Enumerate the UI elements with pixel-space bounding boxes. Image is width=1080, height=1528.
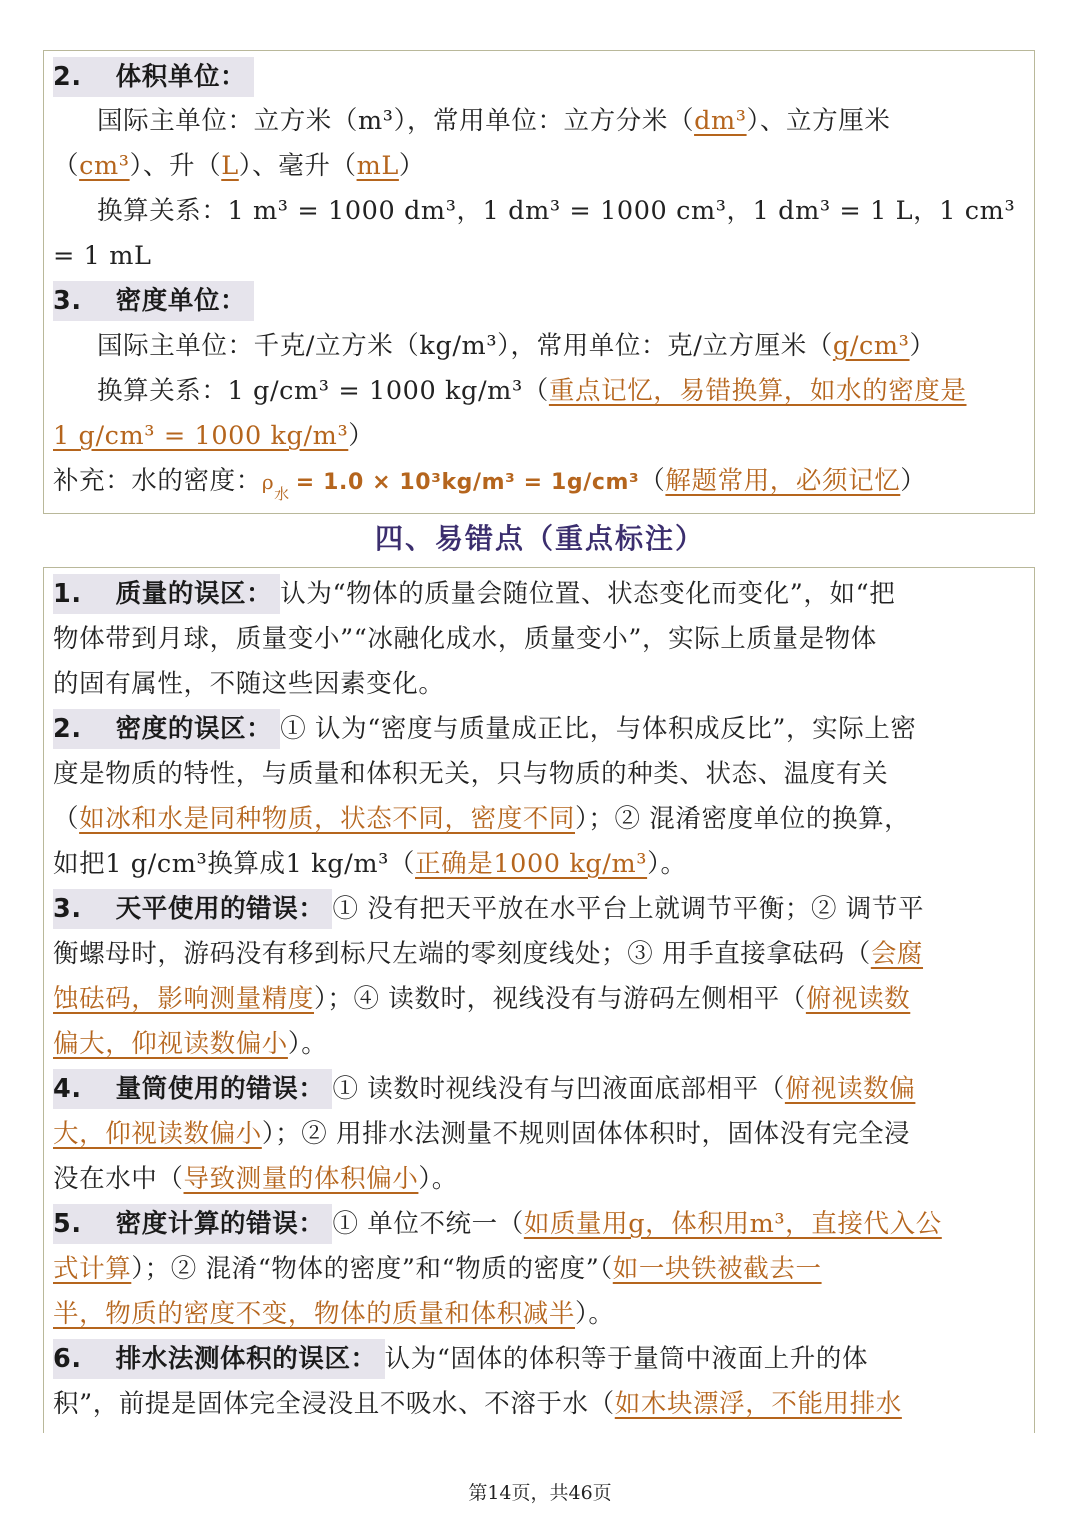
mistakes-box: [43, 567, 1035, 1433]
mistake-4-line-1: 4. 量筒使用的错误： ① 读数时视线没有与凹液面底部相平（俯视读数偏: [53, 1067, 1024, 1112]
mistake-2-line-4: 如把1 g/cm³换算成1 kg/m³（正确是1000 kg/m³）。: [53, 849, 687, 879]
volume-conversion-line: 换算关系：1 m³ = 1000 dm³，1 dm³ = 1000 cm³，1 dm³ = 1 L，1 cm³: [97, 196, 1016, 226]
volume-unit-heading: 2. 体积单位：: [53, 57, 254, 97]
mistake-3-heading: 3. 天平使用的错误：: [53, 889, 332, 929]
mistake-1-line-3: 的固有属性，不随这些因素变化。: [53, 669, 445, 699]
mistake-5-line-1: 5. 密度计算的错误： ① 单位不统一（如质量用g，体积用m³，直接代入公: [53, 1202, 1024, 1247]
page-footer: 第14页，共46页: [468, 1482, 612, 1504]
density-unit-heading: 3. 密度单位：: [53, 281, 254, 321]
water-density-formula: = 1.0 × 10³kg/m³ = 1g/cm³: [295, 470, 640, 495]
mistake-3-line-2: 衡螺母时，游码没有移到标尺左端的零刻度线处；③ 用手直接拿砝码（会腐: [53, 939, 924, 969]
mistake-4-line-3: 没在水中（导致测量的体积偏小）。: [53, 1164, 458, 1194]
mistake-3-line-3: 蚀砝码，影响测量精度）；④ 读数时，视线没有与游码左侧相平（俯视读数: [53, 984, 911, 1014]
volume-line-1: 国际主单位：立方米（m³），常用单位：立方分米（dm³）、立方厘米: [97, 106, 891, 136]
water-density-line: 补充：水的密度：$\rho_水 = 1.0 \times 10^3kg/m^3 = 1g/cm^3$（解题常用，必须记忆）: [53, 466, 927, 503]
mistake-1-line-1: 1. 质量的误区： 认为“物体的质量会随位置、状态变化而变化”，如“把: [53, 572, 1024, 617]
mistake-4-heading: 4. 量筒使用的错误：: [53, 1069, 332, 1109]
volume-line-2: （cm³）、升（L）、毫升（mL）: [53, 151, 425, 181]
volume-conversion-line-2: = 1 mL: [53, 241, 152, 271]
mistake-3-line-1: 3. 天平使用的错误： ① 没有把天平放在水平台上就调节平衡；② 调节平: [53, 887, 1024, 932]
mistake-2-line-3: （如冰和水是同种物质，状态不同，密度不同）；② 混淆密度单位的换算，: [53, 804, 911, 834]
section-title: 四、易错点（重点标注）: [374, 522, 705, 555]
density-conversion-line-2: 1 g/cm³ = 1000 kg/m³）: [53, 421, 375, 451]
mistake-1-heading: 1. 质量的误区：: [53, 574, 280, 614]
mistake-5-line-3: 半，物质的密度不变，物体的质量和体积减半）。: [53, 1299, 615, 1329]
mistake-1-line-2: 物体带到月球，质量变小”“冰融化成水，质量变小”，实际上质量是物体: [53, 624, 877, 654]
mistake-2-heading: 2. 密度的误区：: [53, 709, 280, 749]
mistake-5-heading: 5. 密度计算的错误：: [53, 1204, 332, 1244]
mistake-2-line-1: 2. 密度的误区： ① 认为“密度与质量成正比，与体积成反比”，实际上密: [53, 707, 1024, 752]
units-box: [43, 50, 1035, 514]
rho-symbol: ρ: [261, 470, 275, 494]
mistake-6-line-1: 6. 排水法测体积的误区： 认为“固体的体积等于量筒中液面上升的体: [53, 1337, 1024, 1382]
mistake-5-line-2: 式计算）；② 混淆“物体的密度”和“物质的密度”（如一块铁被截去一: [53, 1254, 822, 1284]
mistake-2-line-2: 度是物质的特性，与质量和体积无关，只与物质的种类、状态、温度有关: [53, 759, 889, 789]
mistake-6-heading: 6. 排水法测体积的误区：: [53, 1339, 385, 1379]
mistake-4-line-2: 大，仰视读数偏小）；② 用排水法测量不规则固体体积时，固体没有完全浸: [53, 1119, 911, 1149]
mistake-6-line-2: 积”，前提是固体完全浸没且不吸水、不溶于水（如木块漂浮，不能用排水: [53, 1389, 902, 1419]
mistake-3-line-4: 偏大，仰视读数偏小）。: [53, 1029, 328, 1059]
density-unit-heading-line: [53, 279, 1024, 324]
density-conversion-line: 换算关系：1 g/cm³ = 1000 kg/m³（重点记忆，易错换算，如水的密度是: [97, 376, 967, 406]
volume-unit-heading-line: [53, 55, 1024, 100]
density-line-1: 国际主单位：千克/立方米（kg/m³），常用单位：克/立方厘米（g/cm³）: [97, 331, 936, 361]
